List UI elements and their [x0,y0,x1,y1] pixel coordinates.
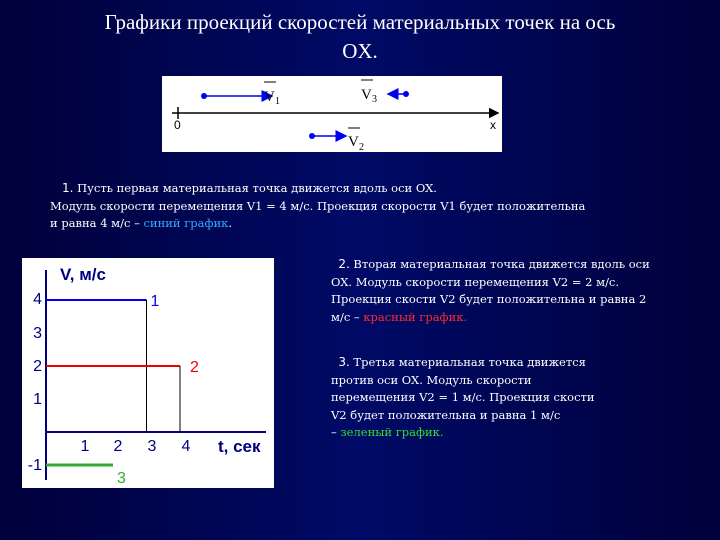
para2-line3: Проекция скости V2 будет положительна и равна 2 [331,292,647,306]
y-tick-4: 4 [33,291,42,308]
title-line-1: Графики проекций скоростей материальных точек на ось [104,10,616,34]
para1-number: 1. [62,181,74,195]
para3-line2: против оси OX. Модуль скорости [331,372,532,387]
paragraph-1 [50,180,690,233]
y-tick-2: 2 [33,358,42,375]
para3-line1: Третья материальная точка движется [353,355,586,369]
para2-line1: Вторая материальная точка движется вдоль оси [353,257,650,271]
y-tick-1: 1 [33,391,42,408]
x-axis-label: x [490,118,496,132]
x-tick-2: 2 [113,438,123,455]
velocity-chart-svg [22,258,274,488]
series-3-label: 3 [117,470,126,487]
paragraph-2 [331,256,716,326]
series-2-label: 2 [190,359,199,376]
x-tick-3: 3 [147,438,157,455]
ox-axis-svg [162,76,502,152]
y-axis-title: V, м/с [60,265,106,284]
para2-red-graph: красный график. [363,309,468,324]
slide-title [40,8,680,66]
para1-line1: Пусть первая материальная точка движется вдоль оси OX. [77,181,437,195]
para2-number: 2. [338,257,350,271]
v3-label: V [361,87,372,103]
series-layer [46,293,199,487]
origin-label: 0 [174,118,181,132]
para1-line2: Модуль скорости перемещения V1 = 4 м/с. Проекция скорости V1 будет положительна [50,198,586,213]
v2-sub: 2 [359,142,364,152]
para3-number: 3. [338,355,350,369]
x-tick-4: 4 [181,438,191,455]
x-axis-title: t, сек [218,437,261,456]
paragraph-3 [331,354,716,442]
para1-blue-graph: синий график [143,216,229,230]
v1-sub: 1 [275,96,280,107]
ox-axis-figure [162,76,502,152]
para1-line3c: . [228,216,232,230]
para3-line5a: – [331,425,337,439]
velocity-chart [22,258,274,488]
para1-line3a: и равна 4 м/с – [50,216,140,230]
para2-line4a: м/с – [331,309,360,324]
para3-green-graph: зеленый график. [340,425,444,439]
v3-sub: 3 [372,94,377,105]
v2-label: V [348,134,359,150]
title-line-2: OX. [342,39,378,63]
y-tick-3: 3 [33,325,42,342]
para2-line2: OX. Модуль скорости перемещения V2 = 2 м/с. [331,274,620,289]
para3-line3: перемещения V2 = 1 м/с. Проекция скости [331,390,595,404]
series-1-label: 1 [150,293,160,310]
para3-line4: V2 будет положительна и равна 1 м/с [331,407,561,422]
y-tick-minus-1: -1 [27,457,42,474]
x-tick-1: 1 [80,438,90,455]
v1-label: V [264,89,275,105]
